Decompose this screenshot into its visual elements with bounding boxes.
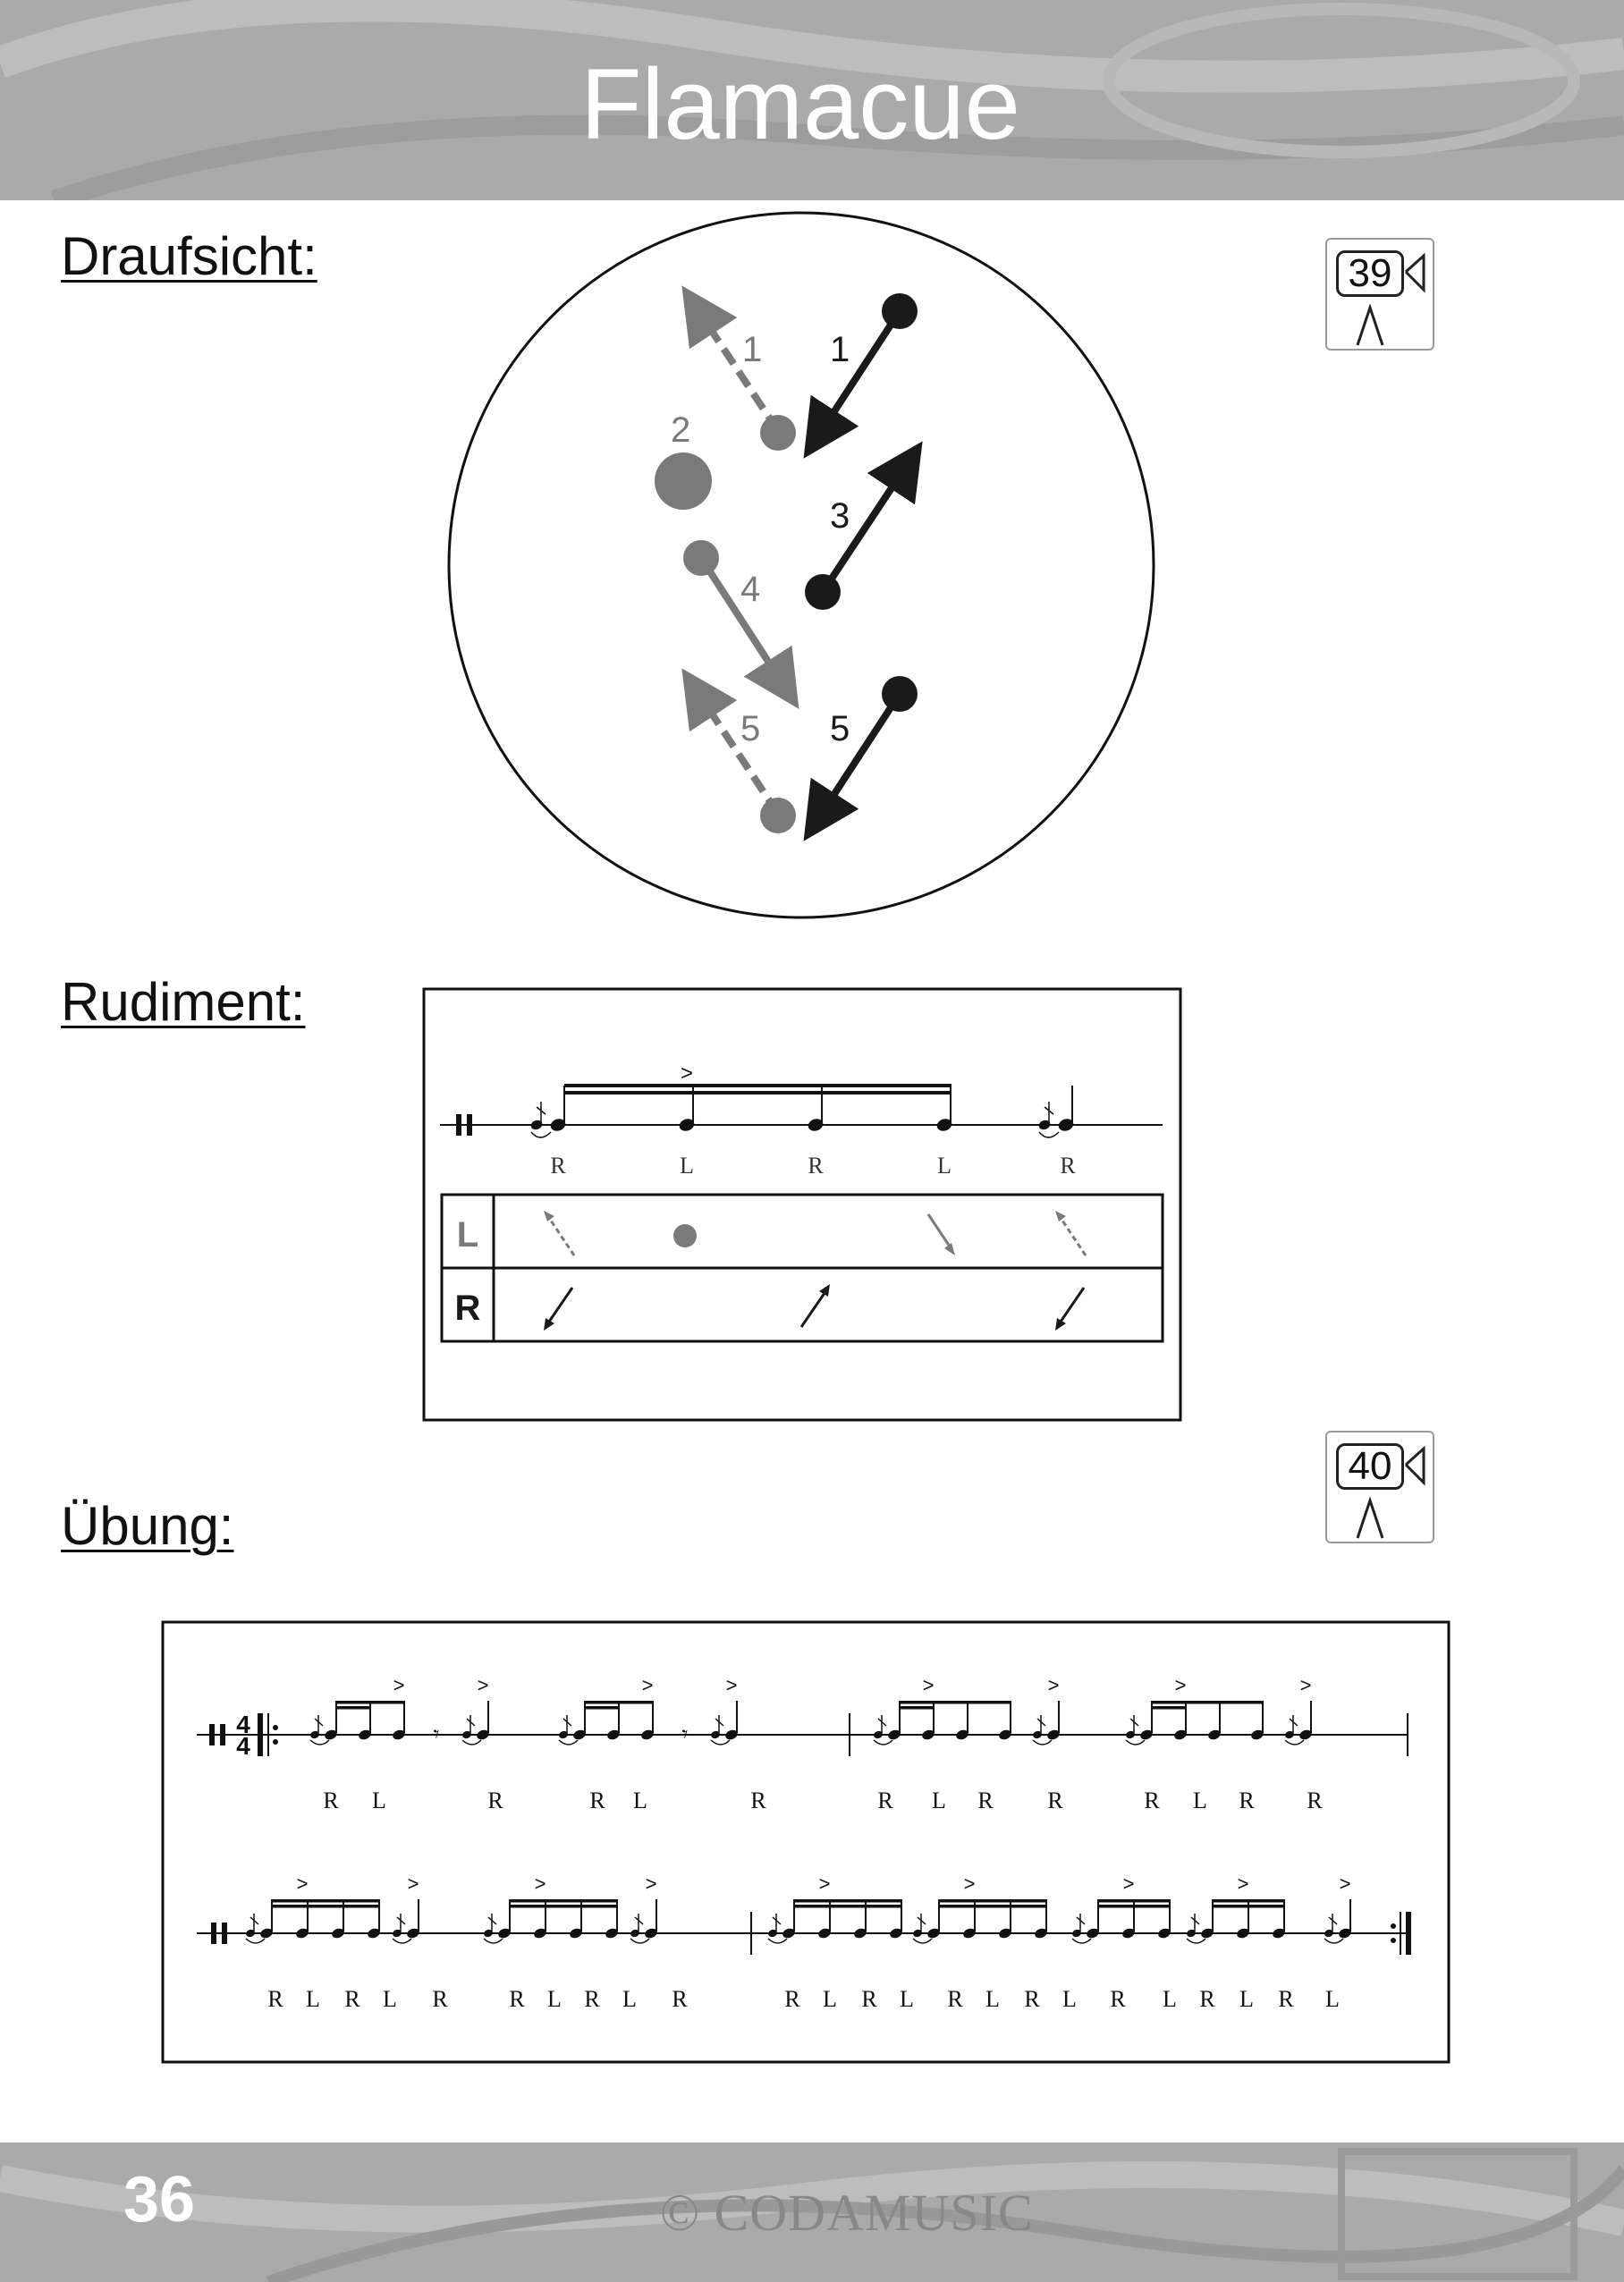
time-signature: 4 xyxy=(236,1711,250,1738)
beam xyxy=(794,1905,901,1908)
beam xyxy=(1152,1701,1263,1704)
sticking-label: L xyxy=(383,1986,397,2012)
accent-mark: > xyxy=(296,1872,309,1895)
hand-row-label-right: R xyxy=(454,1289,481,1328)
sticking-label: L xyxy=(937,1153,952,1179)
beam xyxy=(272,1899,379,1903)
sticking-label: R xyxy=(344,1986,360,2012)
sticking-label: R xyxy=(1110,1986,1126,2012)
sticking-label: L xyxy=(372,1788,386,1813)
left-hand-stroke-2 xyxy=(655,452,712,510)
page-title: Flamacue xyxy=(580,48,1020,160)
percussion-clef xyxy=(456,1114,461,1136)
sticking-label: R xyxy=(267,1986,283,2012)
accent-mark: > xyxy=(680,1061,694,1086)
sticking-label: L xyxy=(985,1986,1000,2012)
sticking-label: L xyxy=(823,1986,837,2012)
beam xyxy=(510,1905,617,1908)
section-label-rudiment: Rudiment: xyxy=(61,972,306,1032)
accent-mark: > xyxy=(641,1674,654,1696)
sticking-label: R xyxy=(947,1986,963,2012)
beam xyxy=(939,1899,1046,1903)
sticking-label: L xyxy=(1239,1986,1254,2012)
sticking-label: L xyxy=(1163,1986,1177,2012)
beam xyxy=(1098,1905,1170,1908)
accent-mark: > xyxy=(534,1872,546,1895)
sticking-label: R xyxy=(584,1986,600,2012)
drumhead-circle xyxy=(449,213,1154,917)
sticking-label: R xyxy=(509,1986,525,2012)
sticking-label: R xyxy=(1060,1153,1076,1179)
time-signature: 4 xyxy=(236,1732,250,1760)
drum-top-view-diagram xyxy=(0,0,1624,948)
accent-mark: > xyxy=(645,1872,657,1895)
sticking-label: R xyxy=(977,1788,994,1813)
page-number: 36 xyxy=(123,2164,196,2236)
sticking-label: L xyxy=(680,1153,694,1179)
beam xyxy=(272,1905,379,1908)
section-label-exercise: Übung: xyxy=(61,1496,234,1556)
beam xyxy=(794,1899,901,1903)
right-label-3: 3 xyxy=(830,496,850,536)
accent-mark: > xyxy=(922,1674,935,1696)
exercise-box xyxy=(161,1620,1451,2064)
beam xyxy=(939,1905,1046,1908)
sticking-label: L xyxy=(1062,1986,1077,2012)
accent-mark: > xyxy=(725,1674,738,1696)
rudiment-box xyxy=(422,987,1182,1422)
accent-mark: > xyxy=(1174,1674,1187,1696)
accent-mark: > xyxy=(1237,1872,1249,1895)
accent-mark: > xyxy=(1299,1674,1312,1696)
camera-icon xyxy=(1327,1433,1436,1545)
sticking-label: R xyxy=(877,1788,893,1813)
sticking-label: R xyxy=(1239,1788,1255,1813)
sticking-label: L xyxy=(932,1788,946,1813)
sticking-label: L xyxy=(622,1986,637,2012)
accent-mark: > xyxy=(1122,1872,1135,1895)
sticking-label: R xyxy=(784,1986,800,2012)
sticking-label: R xyxy=(1024,1986,1040,2012)
sticking-label: R xyxy=(1278,1986,1294,2012)
left-label-5: 5 xyxy=(740,709,761,748)
left-label-1: 1 xyxy=(742,330,763,369)
accent-mark: > xyxy=(963,1872,976,1895)
left-label-2: 2 xyxy=(671,410,691,450)
sticking-label: R xyxy=(1144,1788,1160,1813)
sticking-label: R xyxy=(550,1153,566,1179)
sticking-label: L xyxy=(1193,1788,1207,1813)
accent-mark: > xyxy=(818,1872,831,1895)
section-label-top-view: Draufsicht: xyxy=(61,226,317,286)
video-number: 39 xyxy=(1336,250,1404,297)
video-badge-40[interactable] xyxy=(1325,1431,1434,1543)
sticking-label: R xyxy=(1199,1986,1215,2012)
sticking-label: L xyxy=(633,1788,647,1813)
sticking-label: L xyxy=(1325,1986,1340,2012)
sticking-label: R xyxy=(672,1986,688,2012)
left-hand-stroke-4 xyxy=(683,540,783,685)
right-label-1: 1 xyxy=(830,330,850,369)
hand-row-label-left: L xyxy=(456,1215,479,1255)
sticking-label: L xyxy=(900,1986,914,2012)
beam xyxy=(336,1701,404,1704)
accent-mark: > xyxy=(407,1872,419,1895)
sticking-label: R xyxy=(1307,1788,1323,1813)
eighth-rest: 𝄾 xyxy=(433,1720,440,1747)
accent-mark: > xyxy=(477,1674,489,1696)
sticking-label: R xyxy=(1047,1788,1063,1813)
beam xyxy=(1213,1899,1284,1903)
accent-mark: > xyxy=(1339,1872,1351,1895)
right-label-5: 5 xyxy=(830,709,850,748)
sticking-label: R xyxy=(432,1986,448,2012)
left-label-4: 4 xyxy=(740,570,761,609)
right-hand-stroke-3 xyxy=(805,465,907,610)
eighth-rest: 𝄾 xyxy=(681,1720,689,1747)
sticking-label: L xyxy=(547,1986,562,2012)
beam xyxy=(1098,1899,1170,1903)
sticking-label: R xyxy=(750,1788,766,1813)
sticking-label: R xyxy=(487,1788,503,1813)
accent-mark: > xyxy=(393,1674,405,1696)
accent-mark: > xyxy=(1047,1674,1060,1696)
sticking-label: R xyxy=(808,1153,824,1179)
beam xyxy=(900,1701,1011,1704)
sticking-label: R xyxy=(589,1788,605,1813)
beam xyxy=(1213,1905,1284,1908)
copyright-notice: © CODAMUSIC xyxy=(660,2184,1034,2242)
video-number: 40 xyxy=(1336,1443,1404,1490)
sticking-label: R xyxy=(323,1788,339,1813)
beam xyxy=(510,1899,617,1903)
beam xyxy=(585,1701,653,1704)
sticking-label: R xyxy=(861,1986,877,2012)
sticking-label: L xyxy=(306,1986,320,2012)
